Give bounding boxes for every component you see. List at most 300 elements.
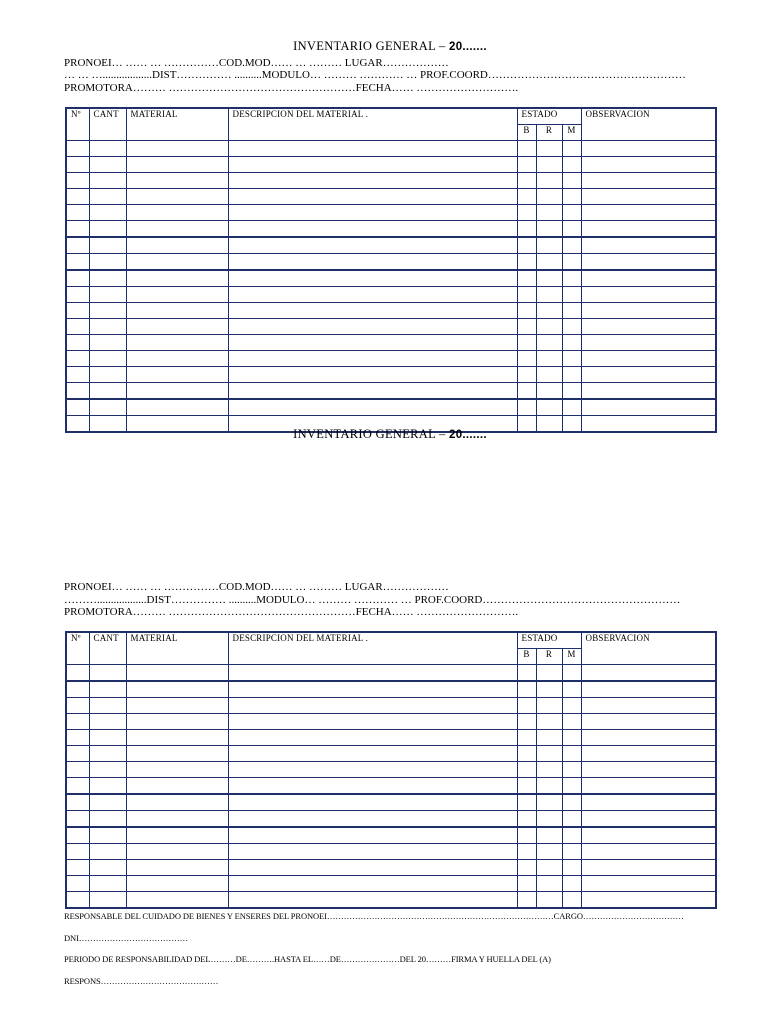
- table-cell[interactable]: [89, 270, 126, 287]
- table-cell[interactable]: [228, 221, 517, 238]
- table-cell[interactable]: [228, 319, 517, 335]
- table-cell[interactable]: [536, 794, 562, 811]
- table-cell[interactable]: [581, 860, 716, 876]
- table-cell[interactable]: [562, 287, 581, 303]
- col-header-estado: ESTADO: [517, 108, 581, 125]
- table-cell[interactable]: [581, 698, 716, 714]
- table-row: [66, 665, 716, 682]
- table-cell[interactable]: [228, 303, 517, 319]
- table-cell[interactable]: [562, 892, 581, 909]
- table-cell[interactable]: [228, 383, 517, 400]
- table-cell[interactable]: [562, 189, 581, 205]
- table-cell[interactable]: [562, 778, 581, 795]
- table-cell[interactable]: [228, 205, 517, 221]
- table-cell[interactable]: [581, 876, 716, 892]
- col-header-observacion: OBSERVACION: [581, 108, 716, 141]
- table-cell[interactable]: [126, 844, 228, 860]
- table-row: [66, 860, 716, 876]
- table-cell[interactable]: [581, 254, 716, 271]
- table-cell[interactable]: [66, 237, 89, 254]
- table-cell[interactable]: [581, 778, 716, 795]
- table-cell[interactable]: [562, 762, 581, 778]
- table-cell[interactable]: [126, 173, 228, 189]
- table-cell[interactable]: [536, 221, 562, 238]
- table-cell[interactable]: [228, 681, 517, 698]
- table-cell[interactable]: [536, 141, 562, 157]
- table-cell[interactable]: [126, 141, 228, 157]
- table-cell[interactable]: [66, 860, 89, 876]
- table-row: [66, 254, 716, 271]
- table-cell[interactable]: [89, 351, 126, 367]
- table-row: [66, 892, 716, 909]
- table-cell[interactable]: [517, 665, 536, 682]
- table-header-row: [66, 632, 716, 649]
- table-cell[interactable]: [536, 254, 562, 271]
- table-row: [66, 367, 716, 383]
- col-header-description: DESCRIPCION DEL MATERIAL .: [228, 632, 517, 665]
- table-cell[interactable]: [66, 698, 89, 714]
- table-cell[interactable]: [228, 665, 517, 682]
- table-cell[interactable]: [562, 876, 581, 892]
- table-cell[interactable]: [536, 367, 562, 383]
- table-cell[interactable]: [581, 399, 716, 416]
- table-cell[interactable]: [536, 827, 562, 844]
- table-cell[interactable]: [126, 189, 228, 205]
- table-cell[interactable]: [126, 319, 228, 335]
- table-cell[interactable]: [536, 844, 562, 860]
- table-cell[interactable]: [89, 860, 126, 876]
- table-cell[interactable]: [581, 811, 716, 828]
- table-cell[interactable]: [126, 383, 228, 400]
- table-cell[interactable]: [536, 399, 562, 416]
- table-cell[interactable]: [517, 383, 536, 400]
- table-cell[interactable]: [562, 254, 581, 271]
- table-cell[interactable]: [581, 303, 716, 319]
- table-cell[interactable]: [126, 205, 228, 221]
- table-cell[interactable]: [581, 157, 716, 173]
- table-cell[interactable]: [89, 237, 126, 254]
- table-row: [66, 844, 716, 860]
- table-cell[interactable]: [228, 794, 517, 811]
- table-cell[interactable]: [66, 794, 89, 811]
- table-cell[interactable]: [89, 189, 126, 205]
- table-cell[interactable]: [126, 270, 228, 287]
- table-cell[interactable]: [562, 794, 581, 811]
- table-row: [66, 157, 716, 173]
- table-cell[interactable]: [126, 730, 228, 746]
- table-cell[interactable]: [228, 351, 517, 367]
- table-cell[interactable]: [89, 205, 126, 221]
- table-cell[interactable]: [66, 189, 89, 205]
- table-cell[interactable]: [126, 221, 228, 238]
- table-cell[interactable]: [228, 730, 517, 746]
- table-cell[interactable]: [228, 157, 517, 173]
- table-cell[interactable]: [517, 730, 536, 746]
- table-cell[interactable]: [517, 714, 536, 730]
- table-cell[interactable]: [562, 141, 581, 157]
- table-cell[interactable]: [66, 221, 89, 238]
- table-cell[interactable]: [536, 681, 562, 698]
- table-row: [66, 237, 716, 254]
- table-cell[interactable]: [517, 351, 536, 367]
- table-cell[interactable]: [126, 762, 228, 778]
- table-cell[interactable]: [228, 698, 517, 714]
- table-cell[interactable]: [66, 714, 89, 730]
- col-header-cant: CANT: [89, 108, 126, 141]
- table-cell[interactable]: [581, 351, 716, 367]
- table-cell[interactable]: [517, 287, 536, 303]
- table-cell[interactable]: [536, 860, 562, 876]
- table-cell[interactable]: [66, 335, 89, 351]
- table-cell[interactable]: [517, 270, 536, 287]
- table-cell[interactable]: [536, 303, 562, 319]
- table-cell[interactable]: [228, 778, 517, 795]
- table-cell[interactable]: [228, 270, 517, 287]
- table-cell[interactable]: [126, 367, 228, 383]
- table-cell[interactable]: [126, 303, 228, 319]
- table-cell[interactable]: [66, 351, 89, 367]
- table-row: [66, 827, 716, 844]
- table-cell[interactable]: [66, 173, 89, 189]
- table-cell[interactable]: [517, 237, 536, 254]
- table-cell[interactable]: [66, 141, 89, 157]
- table-cell[interactable]: [66, 746, 89, 762]
- table-cell[interactable]: [89, 827, 126, 844]
- table-cell[interactable]: [581, 892, 716, 909]
- table-cell[interactable]: [536, 762, 562, 778]
- col-header-material: MATERIAL: [126, 632, 228, 665]
- table-cell[interactable]: [517, 681, 536, 698]
- table-cell[interactable]: [66, 762, 89, 778]
- table-cell[interactable]: [89, 778, 126, 795]
- table-cell[interactable]: [562, 827, 581, 844]
- table-cell[interactable]: [126, 254, 228, 271]
- table-cell[interactable]: [562, 221, 581, 238]
- table-cell[interactable]: [581, 827, 716, 844]
- inventory-table-1: [65, 107, 717, 433]
- table-cell[interactable]: [562, 351, 581, 367]
- table-cell[interactable]: [581, 173, 716, 189]
- table-cell[interactable]: [562, 367, 581, 383]
- table-cell[interactable]: [581, 287, 716, 303]
- table-cell[interactable]: [89, 746, 126, 762]
- estado-m: M: [562, 125, 581, 141]
- table-cell[interactable]: [517, 778, 536, 795]
- table-cell[interactable]: [536, 205, 562, 221]
- table-body: [66, 141, 716, 433]
- table-cell[interactable]: [536, 746, 562, 762]
- table-cell[interactable]: [66, 205, 89, 221]
- col-header-cant: CANT: [89, 632, 126, 665]
- table-cell[interactable]: [536, 287, 562, 303]
- table-cell[interactable]: [581, 189, 716, 205]
- table-cell[interactable]: [562, 335, 581, 351]
- table-cell[interactable]: [536, 778, 562, 795]
- table-cell[interactable]: [66, 367, 89, 383]
- table-cell[interactable]: [562, 383, 581, 400]
- table-cell[interactable]: [228, 844, 517, 860]
- table-row: [66, 221, 716, 238]
- table-cell[interactable]: [228, 237, 517, 254]
- table-cell[interactable]: [517, 319, 536, 335]
- table-cell[interactable]: [517, 221, 536, 238]
- table-row: [66, 698, 716, 714]
- table-cell[interactable]: [562, 157, 581, 173]
- table-cell[interactable]: [126, 399, 228, 416]
- table-cell[interactable]: [228, 367, 517, 383]
- table-cell[interactable]: [228, 892, 517, 909]
- table-cell[interactable]: [126, 811, 228, 828]
- estado-r: R: [536, 649, 562, 665]
- table-cell[interactable]: [517, 794, 536, 811]
- table-cell[interactable]: [89, 876, 126, 892]
- table-cell[interactable]: [66, 157, 89, 173]
- table-cell[interactable]: [126, 237, 228, 254]
- table-cell[interactable]: [517, 746, 536, 762]
- table-cell[interactable]: [562, 303, 581, 319]
- table-cell[interactable]: [562, 205, 581, 221]
- table-cell[interactable]: [126, 860, 228, 876]
- table-cell[interactable]: [517, 876, 536, 892]
- table-cell[interactable]: [126, 681, 228, 698]
- table-cell[interactable]: [562, 173, 581, 189]
- table-cell[interactable]: [581, 714, 716, 730]
- table-cell[interactable]: [581, 762, 716, 778]
- table-cell[interactable]: [126, 876, 228, 892]
- table-cell[interactable]: [66, 811, 89, 828]
- table-row: [66, 351, 716, 367]
- table-cell[interactable]: [66, 827, 89, 844]
- table-cell[interactable]: [228, 714, 517, 730]
- table-cell[interactable]: [228, 254, 517, 271]
- table-cell[interactable]: [517, 827, 536, 844]
- table-cell[interactable]: [581, 319, 716, 335]
- col-header-observacion: OBSERVACION: [581, 632, 716, 665]
- table-cell[interactable]: [89, 892, 126, 909]
- table-cell[interactable]: [562, 860, 581, 876]
- table-cell[interactable]: [89, 714, 126, 730]
- table-cell[interactable]: [562, 399, 581, 416]
- form2-title: [0, 427, 768, 442]
- table-cell[interactable]: [89, 399, 126, 416]
- table-row: [66, 287, 716, 303]
- table-cell[interactable]: [536, 714, 562, 730]
- table-cell[interactable]: [126, 157, 228, 173]
- table-cell[interactable]: [228, 173, 517, 189]
- table-cell[interactable]: [536, 383, 562, 400]
- table-cell[interactable]: [536, 892, 562, 909]
- table-cell[interactable]: [89, 221, 126, 238]
- table-cell[interactable]: [228, 746, 517, 762]
- table-cell[interactable]: [89, 367, 126, 383]
- table-cell[interactable]: [66, 399, 89, 416]
- table-cell[interactable]: [517, 141, 536, 157]
- table-cell[interactable]: [89, 157, 126, 173]
- table-cell[interactable]: [66, 383, 89, 400]
- footer-dni: DNI…………………………………: [64, 933, 189, 943]
- table-cell[interactable]: [517, 254, 536, 271]
- table-cell[interactable]: [89, 141, 126, 157]
- table-cell[interactable]: [562, 665, 581, 682]
- table-cell[interactable]: [66, 287, 89, 303]
- table-cell[interactable]: [536, 730, 562, 746]
- table-cell[interactable]: [126, 665, 228, 682]
- table-cell[interactable]: [536, 698, 562, 714]
- table-cell[interactable]: [228, 860, 517, 876]
- table-cell[interactable]: [581, 681, 716, 698]
- table-row: [66, 778, 716, 795]
- table-cell[interactable]: [562, 746, 581, 762]
- table-cell[interactable]: [228, 399, 517, 416]
- table-cell[interactable]: [517, 173, 536, 189]
- table-cell[interactable]: [581, 844, 716, 860]
- table-cell[interactable]: [126, 351, 228, 367]
- table-cell[interactable]: [581, 270, 716, 287]
- table-cell[interactable]: [66, 844, 89, 860]
- table-cell[interactable]: [126, 698, 228, 714]
- table-cell[interactable]: [562, 844, 581, 860]
- table-cell[interactable]: [126, 714, 228, 730]
- table-cell[interactable]: [89, 665, 126, 682]
- form2-line-pronoei: PRONOEI… …… … ……………COD.MOD…… … ……… LUGAR………………: [64, 581, 449, 593]
- table-cell[interactable]: [66, 319, 89, 335]
- table-cell[interactable]: [228, 811, 517, 828]
- table-cell[interactable]: [89, 303, 126, 319]
- table-cell[interactable]: [562, 319, 581, 335]
- table-cell[interactable]: [66, 778, 89, 795]
- table-cell[interactable]: [536, 157, 562, 173]
- table-cell[interactable]: [66, 730, 89, 746]
- table-row: [66, 319, 716, 335]
- table-cell[interactable]: [536, 335, 562, 351]
- table-cell[interactable]: [581, 730, 716, 746]
- table-cell[interactable]: [228, 335, 517, 351]
- estado-b: B: [517, 649, 536, 665]
- table-cell[interactable]: [228, 287, 517, 303]
- table-cell[interactable]: [581, 383, 716, 400]
- table-cell[interactable]: [228, 141, 517, 157]
- table-cell[interactable]: [89, 730, 126, 746]
- table-cell[interactable]: [126, 778, 228, 795]
- table-cell[interactable]: [66, 254, 89, 271]
- table-cell[interactable]: [581, 794, 716, 811]
- table-cell[interactable]: [536, 173, 562, 189]
- col-header-number: Nº: [66, 108, 89, 141]
- table-cell[interactable]: [536, 237, 562, 254]
- table-cell[interactable]: [126, 794, 228, 811]
- table-cell[interactable]: [126, 892, 228, 909]
- table-cell[interactable]: [536, 319, 562, 335]
- table-cell[interactable]: [66, 876, 89, 892]
- table-cell[interactable]: [89, 254, 126, 271]
- table-cell[interactable]: [562, 270, 581, 287]
- table-cell[interactable]: [517, 303, 536, 319]
- table-cell[interactable]: [517, 698, 536, 714]
- table-cell[interactable]: [562, 681, 581, 698]
- table-cell[interactable]: [536, 876, 562, 892]
- table-cell[interactable]: [536, 811, 562, 828]
- table-cell[interactable]: [89, 173, 126, 189]
- estado-r: R: [536, 125, 562, 141]
- table-row: [66, 189, 716, 205]
- table-cell[interactable]: [228, 827, 517, 844]
- table-cell[interactable]: [89, 762, 126, 778]
- table-cell[interactable]: [126, 287, 228, 303]
- table-cell[interactable]: [517, 189, 536, 205]
- table-cell[interactable]: [89, 287, 126, 303]
- table-cell[interactable]: [228, 762, 517, 778]
- table-cell[interactable]: [89, 335, 126, 351]
- table-cell[interactable]: [126, 746, 228, 762]
- table-cell[interactable]: [228, 876, 517, 892]
- table-cell[interactable]: [562, 698, 581, 714]
- table-cell[interactable]: [562, 811, 581, 828]
- table-cell[interactable]: [581, 205, 716, 221]
- table-cell[interactable]: [581, 367, 716, 383]
- table-row: [66, 811, 716, 828]
- form1-line-dist: … … …..................DIST…………… ..........MODULO… ……… ………… … PROF.COORD………………………………………………: [64, 69, 686, 81]
- table-cell[interactable]: [89, 681, 126, 698]
- table-cell[interactable]: [66, 303, 89, 319]
- table-cell[interactable]: [517, 335, 536, 351]
- table-header-row: [66, 108, 716, 125]
- table-cell[interactable]: [66, 892, 89, 909]
- table-cell[interactable]: [89, 319, 126, 335]
- table-cell[interactable]: [66, 681, 89, 698]
- table-row: [66, 335, 716, 351]
- table-cell[interactable]: [536, 189, 562, 205]
- table-cell[interactable]: [89, 383, 126, 400]
- footer-periodo: PERIODO DE RESPONSABILIDAD DEL………DE……….HASTA EL……DE…………………DEL 20………FIRMA Y HUELLA DEL (A): [64, 954, 551, 964]
- table-cell[interactable]: [536, 351, 562, 367]
- table-cell[interactable]: [536, 270, 562, 287]
- table-cell[interactable]: [562, 730, 581, 746]
- table-cell[interactable]: [66, 665, 89, 682]
- table-cell[interactable]: [66, 270, 89, 287]
- table-cell[interactable]: [536, 665, 562, 682]
- title-text: INVENTARIO GENERAL –: [293, 427, 449, 441]
- table-cell[interactable]: [517, 205, 536, 221]
- table-cell[interactable]: [126, 335, 228, 351]
- table-cell[interactable]: [517, 399, 536, 416]
- table-cell[interactable]: [228, 189, 517, 205]
- inventory-table-2: [65, 631, 717, 909]
- table-cell[interactable]: [126, 827, 228, 844]
- table-cell[interactable]: [581, 221, 716, 238]
- table-row: [66, 205, 716, 221]
- table-cell[interactable]: [517, 811, 536, 828]
- table-cell[interactable]: [517, 860, 536, 876]
- table-cell[interactable]: [89, 698, 126, 714]
- table-cell[interactable]: [517, 367, 536, 383]
- table-cell[interactable]: [89, 844, 126, 860]
- table-cell[interactable]: [517, 762, 536, 778]
- table-cell[interactable]: [581, 665, 716, 682]
- table-cell[interactable]: [562, 237, 581, 254]
- table-cell[interactable]: [562, 714, 581, 730]
- table-cell[interactable]: [581, 746, 716, 762]
- table-cell[interactable]: [89, 811, 126, 828]
- title-text: INVENTARIO GENERAL –: [293, 39, 449, 53]
- table-cell[interactable]: [517, 844, 536, 860]
- table-cell[interactable]: [517, 892, 536, 909]
- form2-line-dist: ………..................DIST…………… ..........MODULO… ……… ………… … PROF.COORD………………………………………………: [64, 594, 681, 606]
- table-cell[interactable]: [517, 157, 536, 173]
- table-cell[interactable]: [581, 335, 716, 351]
- table-cell[interactable]: [89, 794, 126, 811]
- table-cell[interactable]: [581, 141, 716, 157]
- table-cell[interactable]: [581, 237, 716, 254]
